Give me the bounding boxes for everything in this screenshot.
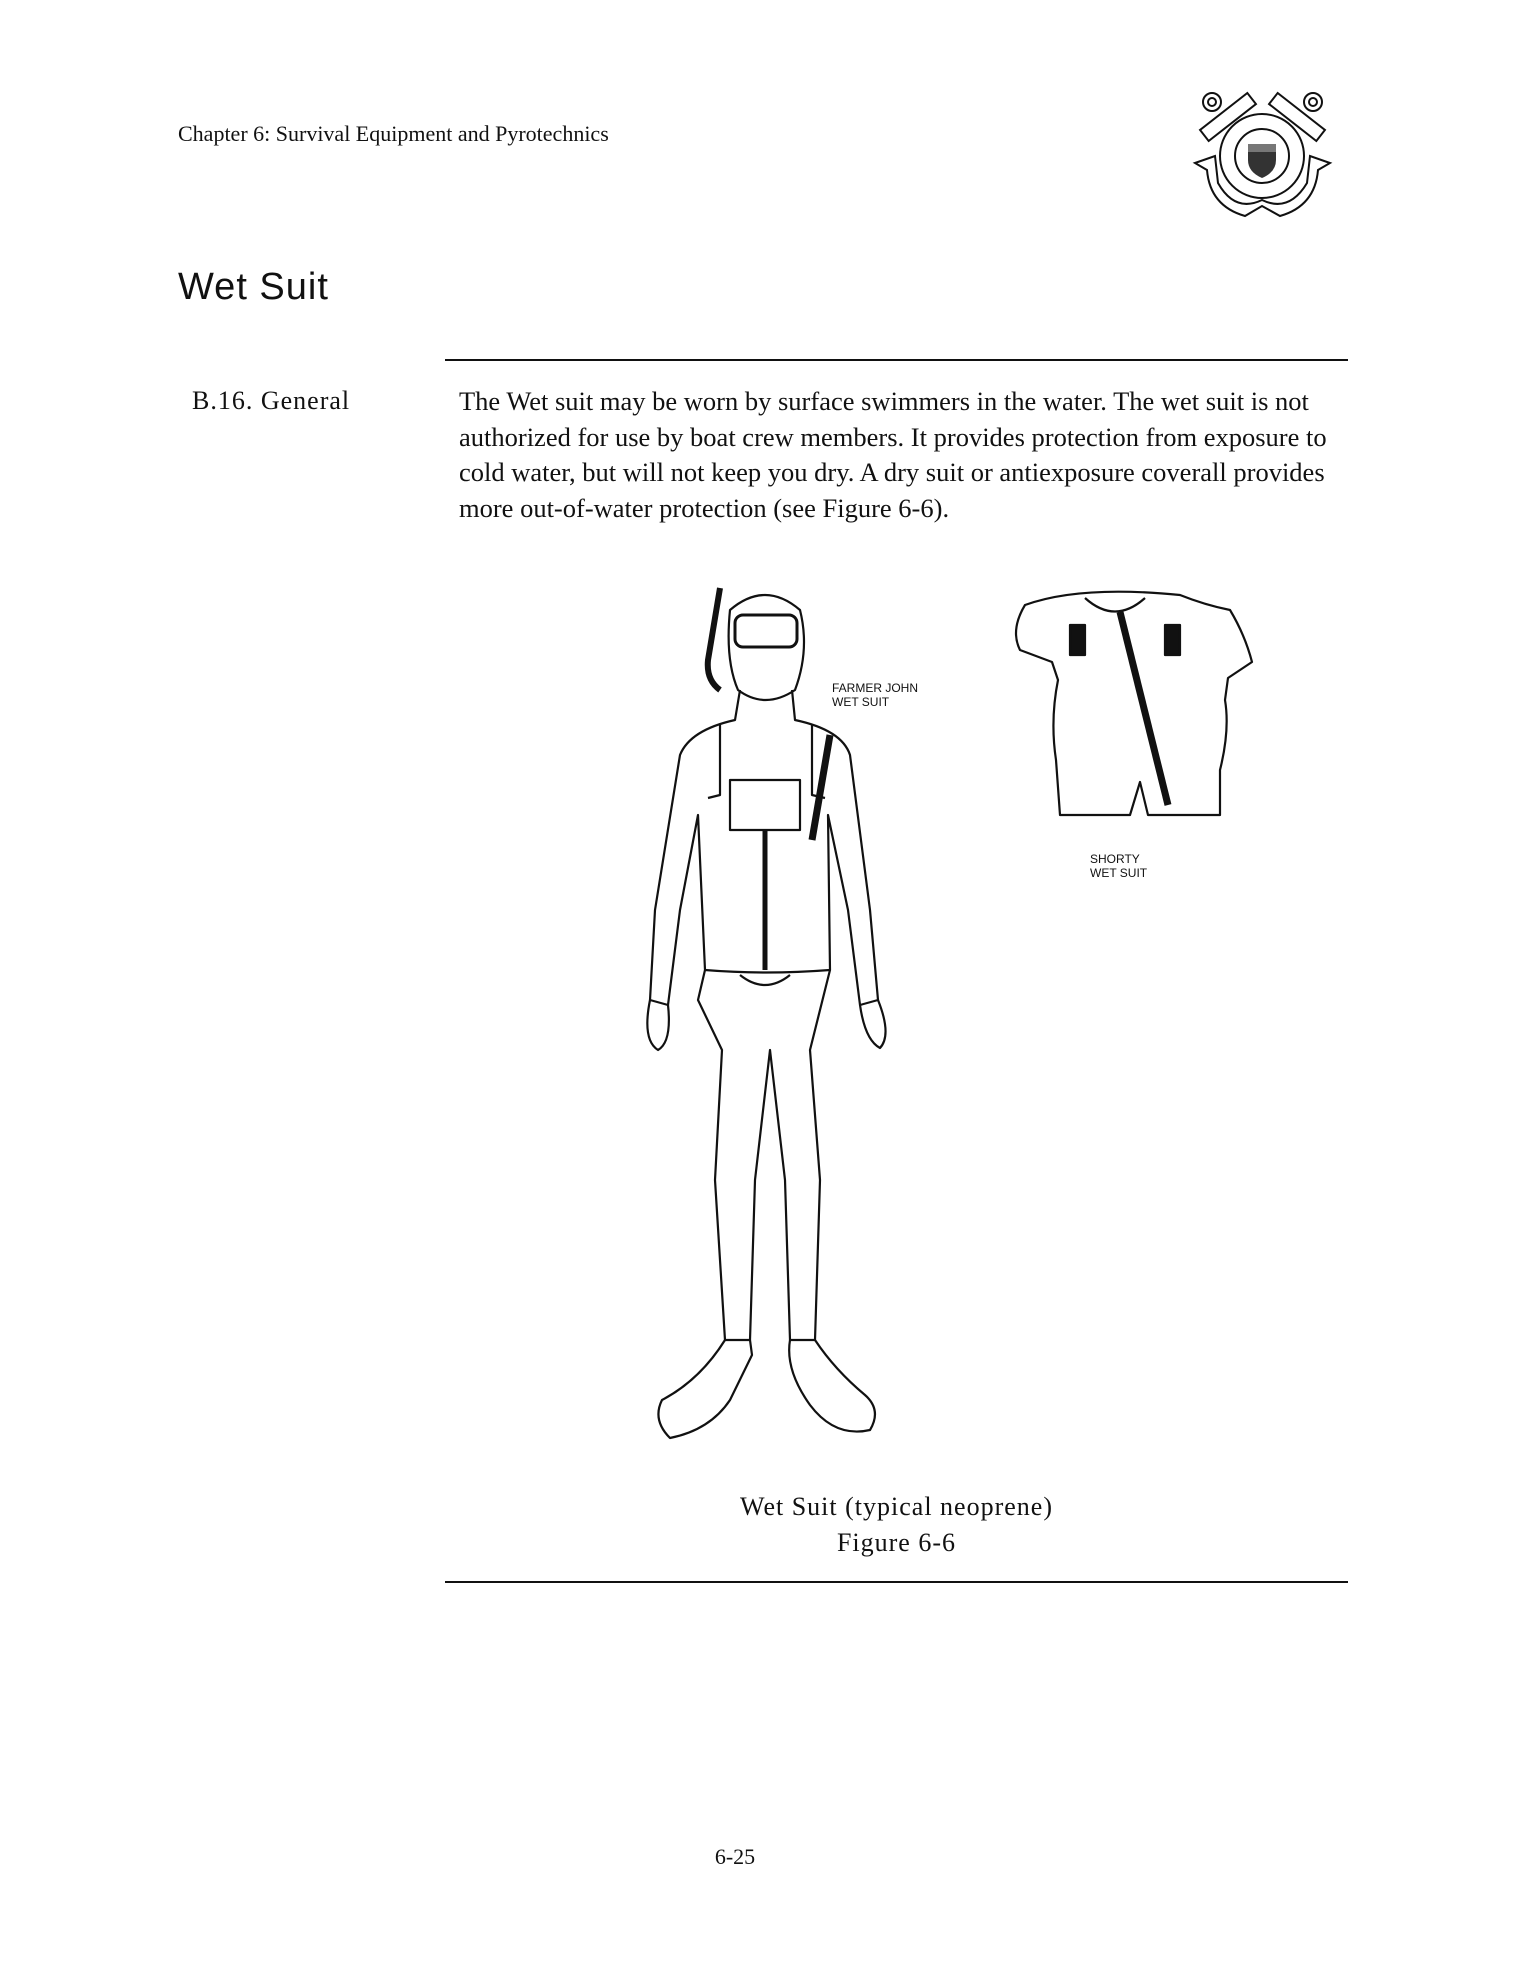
bottom-rule — [445, 1581, 1348, 1583]
figure-number: Figure 6-6 — [836, 1528, 957, 1557]
shorty-label-1: SHORTY — [1090, 852, 1140, 866]
coast-guard-seal-logo — [1190, 88, 1335, 223]
page-number: 6-25 — [714, 1844, 756, 1869]
section-title: Wet Suit — [178, 266, 329, 308]
section-number-label: B.16. General — [192, 386, 351, 415]
top-rule — [445, 359, 1348, 361]
shorty-label-2: WET SUIT — [1090, 866, 1148, 880]
wet-suit-illustration — [580, 580, 1300, 1460]
dive-mask — [735, 615, 797, 647]
farmer-john-label-1: FARMER JOHN — [832, 681, 919, 695]
running-header: Chapter 6: Survival Equipment and Pyrotechnics — [178, 121, 609, 146]
shorty-outline — [1016, 592, 1252, 815]
section-body-text: The Wet suit may be worn by surface swimmers in the water. The wet suit is not authorized for use by boat crew members. It provides protection from exposure to cold water, but will not keep you dry. A dry suit or antiexposure coverall provides more out-of-water protection (see Figure 6-6). — [459, 386, 1327, 523]
shorty-zipper — [1120, 612, 1168, 805]
farmer-john-label-2: WET SUIT — [832, 695, 890, 709]
figure-caption: Wet Suit (typical neoprene) — [740, 1492, 1053, 1521]
snorkel — [708, 588, 720, 690]
